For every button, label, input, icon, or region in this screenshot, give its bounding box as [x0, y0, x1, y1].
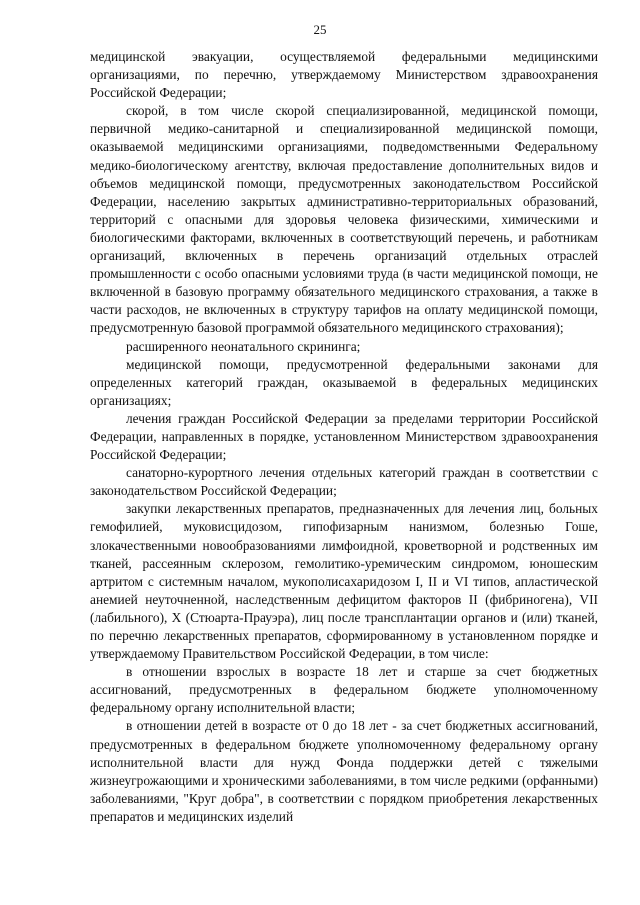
paragraph-federal-laws-care: медицинской помощи, предусмотренной федеральными законами для определенных категорий граждан, оказываемой в федеральных медицинских организациях;: [90, 356, 598, 408]
document-body: [90, 48, 598, 826]
paragraph-neonatal-screening: расширенного неонатального скрининга;: [126, 338, 361, 354]
paragraph-emergency-care: скорой, в том числе скорой специализированной, медицинской помощи, первичной медико-санитарной и специализированной медицинской помощи, оказываемой медицинскими организациями, подведомственными Федеральному медико-биологическому агентству, включая предоставление дополнительных видов и объемов медицинской помощи, предусмотренных законодательством Российской Федерации, населению закрытых административно-территориальных образований, территорий с опасными для здоровья человека физическими, химическими и биологическими факторами, включенных в соответствующий перечень, и работникам организаций, включенных в перечень организаций отдельных отраслей промышленности с особо опасными условиями труда (в части медицинской помощи, не включенной в базовую программу обязательного медицинского страхования, а также в части расходов, не включенных в структуру тарифов на оплату медицинской помощи, предусмотренную базовой программой обязательного медицинского страхования);: [90, 103, 598, 336]
paragraph-medical-evacuation: медицинской эвакуации, осуществляемой федеральными медицинскими организациями, по перечню, утверждаемому Министерством здравоохранения Российской Федерации;: [90, 49, 598, 101]
paragraph-treatment-abroad: лечения граждан Российской Федерации за пределами территории Российской Федерации, направленных в порядке, установленном Министерством здравоохранения Российской Федерации;: [90, 410, 598, 463]
paragraph-adults: в отношении взрослых в возрасте 18 лет и старше за счет бюджетных ассигнований, предусмотренных в федеральном бюджете уполномоченному федеральному органу исполнительной власти;: [90, 664, 598, 716]
paragraph-drug-procurement: закупки лекарственных препаратов, предназначенных для лечения лиц, больных гемофилией, муковисцидозом, гипофизарным нанизмом, болезнью Гоше, злокачественными новообразованиями лимфоидной, кроветворной и родственных им тканей, рассеянным склерозом, гемолитико-уремическим синдромом, юношеским артритом с системным началом, мукополисахаридозом I, II и VI типов, апластической анемией неуточненной, наследственным дефицитом факторов II (фибриногена), VII (лабильного), X (Стюарта-Прауэра), лиц после трансплантации органов и (или) тканей, по перечню лекарственных препаратов, сформированному в установленном порядке и утверждаемому Правительством Российской Федерации, в том числе:: [90, 501, 598, 662]
paragraph-sanatorium-treatment: санаторно-курортного лечения отдельных категорий граждан в соответствии с законодательством Российской Федерации;: [90, 465, 598, 499]
page-number: 25: [313, 22, 327, 37]
paragraph-children: в отношении детей в возрасте от 0 до 18 лет - за счет бюджетных ассигнований, предусмотренных в федеральном бюджете уполномоченному федеральному органу исполнительной власти для нужд Фонда поддержки детей с тяжелыми жизнеугрожающими и хроническими заболеваниями, в том числе редкими (орфанными) заболеваниями, "Круг добра", в соответствии с порядком приобретения лекарственных препаратов и медицинских изделий: [90, 718, 598, 824]
